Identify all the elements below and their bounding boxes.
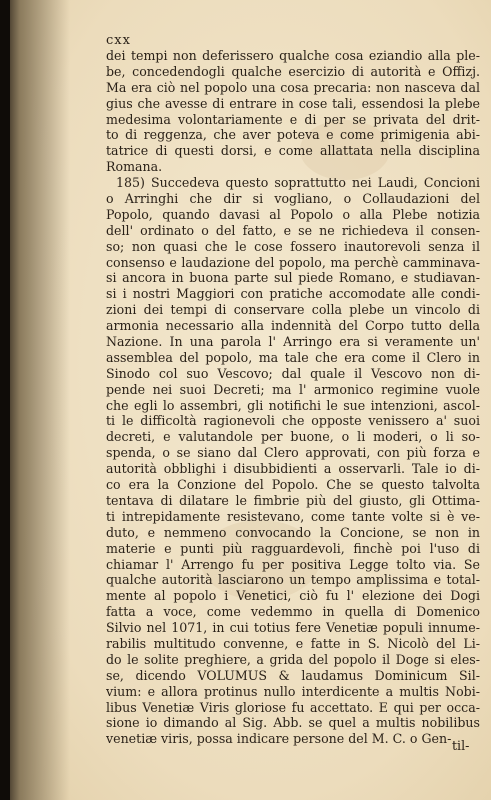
text-line: Romana. [106, 159, 163, 175]
text-line: Popolo, quando davasi al Popolo o alla Plebe notizia [106, 206, 480, 222]
text-line: be, concedendogli qualche esercizio di autorità e Offizj. [106, 63, 480, 79]
text-line: spenda, o se siano dal Clero approvati, con più forza e [106, 445, 480, 461]
text-line: sione io dimando al Sig. Abb. se quel a multis nobilibus [106, 715, 480, 731]
text-line: co era la Conzione del Popolo. Che se questo talvolta [106, 477, 480, 493]
text-line: consenso e laudazione del popolo, ma perchè camminava- [106, 254, 480, 270]
body-text [106, 48, 480, 747]
binding-shadow [0, 0, 70, 800]
text-line: duto, e nemmeno convocando la Concione, se non in [106, 524, 480, 540]
catchword: til- [452, 738, 470, 753]
text-line: ti le difficoltà ragionevoli che opposte venissero a' suoi [106, 413, 480, 429]
text-line: Nazione. In una parola l' Arringo era si veramente un' [106, 334, 480, 350]
text-line: qualche autorità lasciarono un tempo amplissima e total- [106, 572, 480, 588]
text-line: si i nostri Maggiori con pratiche accomodate alle condi- [106, 286, 480, 302]
text-line: libus Venetiæ Viris gloriose fu accettato. E qui per occa- [106, 699, 480, 715]
text-line: assemblea del popolo, ma tale che era come il Clero in [106, 349, 480, 365]
text-line: gius che avesse di entrare in cose tali, essendosi la plebe [106, 95, 480, 111]
page-number: cxx [106, 33, 131, 48]
text-line: che egli lo assembri, gli notifichi le sue intenzioni, ascol- [106, 397, 480, 413]
text-line: vium: e allora protinus nullo interdicente a multis Nobi- [106, 683, 480, 699]
text-line: medesima volontariamente e di per se privata del drit- [106, 111, 480, 127]
text-line: tentava di dilatare le fimbrie più del giusto, gli Ottima- [106, 492, 480, 508]
text-line: si ancora in buona parte sul piede Romano, e studiavan- [106, 270, 480, 286]
text-line: Silvio nel 1071, in cui totius fere Venetiæ populi innume- [106, 620, 480, 636]
text-line: to di reggenza, che aver poteva e come primigenia abi- [106, 127, 480, 143]
text-line: se, dicendo VOLUMUS & laudamus Dominicum Sil- [106, 667, 480, 683]
text-line: armonia necessario alla indennità del Corpo tutto della [106, 318, 480, 334]
text-line: venetiæ viris, possa indicare persone del M. C. o Gen- [106, 731, 452, 747]
text-line: do le solite preghiere, a grida del popolo il Doge si eles- [106, 651, 480, 667]
text-line: dell' ordinato o del fatto, e se ne richiedeva il consen- [106, 222, 480, 238]
text-line: chiamar l' Arrengo fu per positiva Legge tolto via. Se [106, 556, 480, 572]
text-line: pende nei suoi Decreti; ma l' armonico regimine vuole [106, 381, 480, 397]
text-line: Ma era ciò nel popolo una cosa precaria: non nasceva dal [106, 79, 480, 95]
text-line: so; non quasi che le cose fossero inautorevoli senza il [106, 238, 480, 254]
text-line: decreti, e valutandole per buone, o li moderi, o li so- [106, 429, 480, 445]
text-line: Sinodo col suo Vescovo; dal quale il Vescovo non di- [106, 365, 480, 381]
text-line: mente al popolo i Venetici, ciò fu l' elezione dei Dogi [106, 588, 480, 604]
text-line: autorità obblighi i disubbidienti a osservarli. Tale io di- [106, 461, 480, 477]
text-line: 185) Succedeva questo soprattutto nei Laudi, Concioni [116, 175, 480, 191]
text-line: zioni dei tempi di conservare colla plebe un vincolo di [106, 302, 480, 318]
text-line: tatrice di questi dorsi, e come allattata nella disciplina [106, 143, 480, 159]
text-line: ti intrepidamente resistevano, come tante volte si è ve- [106, 508, 480, 524]
page-edge [0, 0, 10, 800]
text-line: fatta a voce, come vedemmo in quella di Domenico [106, 604, 480, 620]
text-line: o Arringhi che dir si vogliano, o Collaudazioni del [106, 191, 480, 207]
text-line: materie e punti più ragguardevoli, finchè poi l'uso di [106, 540, 480, 556]
text-line: dei tempi non deferissero qualche cosa eziandio alla ple- [106, 48, 480, 63]
text-line: rabilis multitudo convenne, e fatte in S. Nicolò del Li- [106, 635, 480, 651]
